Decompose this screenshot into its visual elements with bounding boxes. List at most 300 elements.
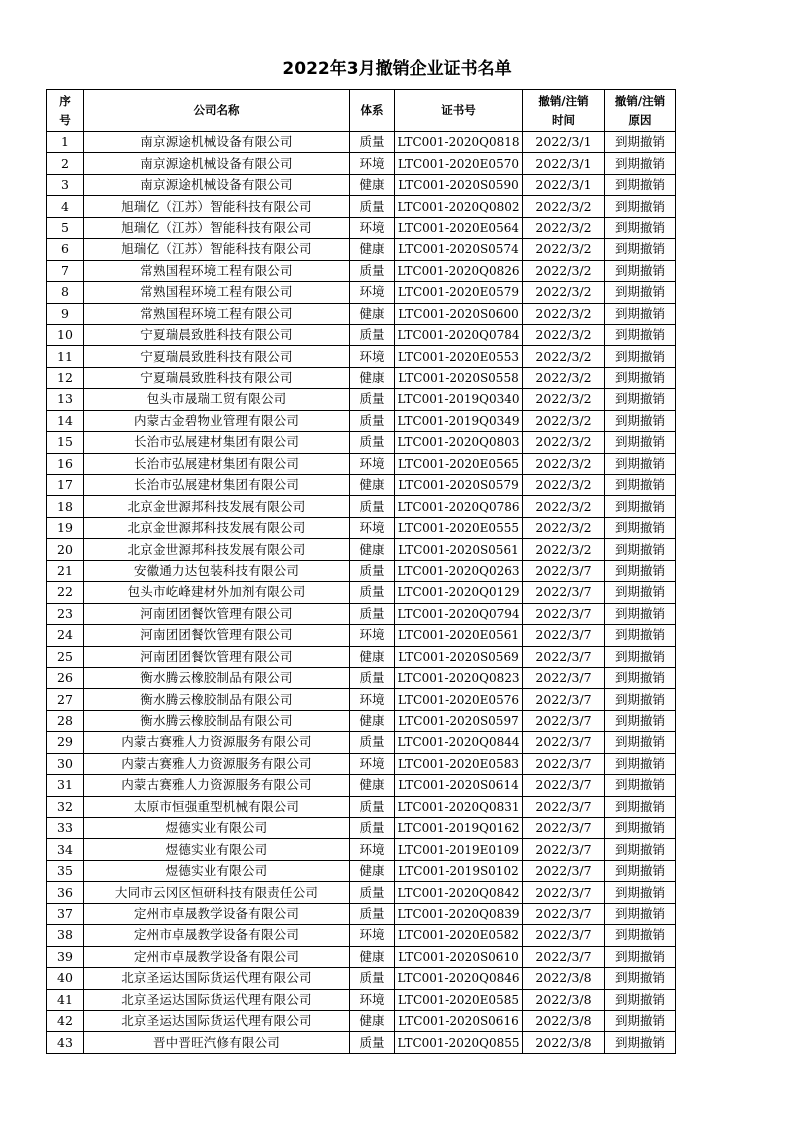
cell-company: 南京源途机械设备有限公司: [84, 153, 350, 174]
table-row: [47, 389, 676, 410]
cell-system: 环境: [350, 282, 395, 303]
cell-seq: 23: [47, 603, 84, 624]
cell-cert: LTC001-2020E0565: [395, 453, 523, 474]
cell-date: 2022/3/7: [523, 646, 605, 667]
cell-cert: LTC001-2020E0555: [395, 517, 523, 538]
cell-system: 质量: [350, 196, 395, 217]
cell-cert: LTC001-2020S0600: [395, 303, 523, 324]
cell-date: 2022/3/2: [523, 324, 605, 345]
table-row: [47, 174, 676, 195]
cell-cert: LTC001-2020E0561: [395, 625, 523, 646]
cell-cert: LTC001-2020Q0831: [395, 796, 523, 817]
cell-date: 2022/3/2: [523, 389, 605, 410]
cell-system: 质量: [350, 582, 395, 603]
cell-company: 北京圣运达国际货运代理有限公司: [84, 1010, 350, 1031]
header-reason-line2: 原因: [628, 112, 652, 127]
header-cert: 证书号: [395, 90, 523, 132]
cell-seq: 30: [47, 753, 84, 774]
header-reason: [605, 90, 676, 132]
cell-company: 定州市卓晟教学设备有限公司: [84, 903, 350, 924]
table-row: [47, 667, 676, 688]
cell-company: 南京源途机械设备有限公司: [84, 174, 350, 195]
cell-company: 宁夏瑞晨致胜科技有限公司: [84, 346, 350, 367]
cell-system: 质量: [350, 324, 395, 345]
cell-cert: LTC001-2020Q0842: [395, 882, 523, 903]
cell-cert: LTC001-2020Q0786: [395, 496, 523, 517]
cell-cert: LTC001-2019Q0340: [395, 389, 523, 410]
cell-seq: 10: [47, 324, 84, 345]
cell-system: 质量: [350, 432, 395, 453]
cell-system: 质量: [350, 496, 395, 517]
cell-system: 质量: [350, 560, 395, 581]
cell-seq: 2: [47, 153, 84, 174]
cell-reason: 到期撤销: [605, 903, 676, 924]
cell-seq: 27: [47, 689, 84, 710]
cell-reason: 到期撤销: [605, 882, 676, 903]
table-row: [47, 217, 676, 238]
cell-seq: 17: [47, 475, 84, 496]
cell-cert: LTC001-2020Q0818: [395, 132, 523, 153]
cell-date: 2022/3/7: [523, 689, 605, 710]
table-row: [47, 989, 676, 1010]
cell-system: 质量: [350, 260, 395, 281]
cell-date: 2022/3/7: [523, 560, 605, 581]
cell-date: 2022/3/7: [523, 710, 605, 731]
cell-system: 环境: [350, 153, 395, 174]
cell-date: 2022/3/1: [523, 174, 605, 195]
cell-seq: 9: [47, 303, 84, 324]
cell-system: 环境: [350, 689, 395, 710]
cell-company: 宁夏瑞晨致胜科技有限公司: [84, 324, 350, 345]
table-row: [47, 453, 676, 474]
revocation-table: [46, 89, 676, 1054]
table-row: [47, 882, 676, 903]
cell-date: 2022/3/8: [523, 968, 605, 989]
cell-reason: 到期撤销: [605, 646, 676, 667]
cell-company: 南京源途机械设备有限公司: [84, 132, 350, 153]
cell-company: 宁夏瑞晨致胜科技有限公司: [84, 367, 350, 388]
cell-cert: LTC001-2020S0574: [395, 239, 523, 260]
table-row: [47, 196, 676, 217]
header-reason-line1: 撤销/注销: [614, 93, 666, 108]
table-row: [47, 517, 676, 538]
cell-seq: 3: [47, 174, 84, 195]
header-seq-line2: 号: [59, 112, 71, 127]
cell-company: 衡水腾云橡胶制品有限公司: [84, 689, 350, 710]
table-row: [47, 560, 676, 581]
table-row: [47, 282, 676, 303]
table-row: [47, 132, 676, 153]
cell-company: 衡水腾云橡胶制品有限公司: [84, 710, 350, 731]
cell-date: 2022/3/2: [523, 410, 605, 431]
cell-date: 2022/3/7: [523, 775, 605, 796]
cell-system: 质量: [350, 818, 395, 839]
cell-reason: 到期撤销: [605, 539, 676, 560]
table-row: [47, 324, 676, 345]
cell-date: 2022/3/7: [523, 732, 605, 753]
table-row: [47, 903, 676, 924]
table-row: [47, 796, 676, 817]
cell-date: 2022/3/2: [523, 239, 605, 260]
cell-system: 健康: [350, 239, 395, 260]
cell-seq: 13: [47, 389, 84, 410]
cell-cert: LTC001-2020S0616: [395, 1010, 523, 1031]
cell-reason: 到期撤销: [605, 410, 676, 431]
table-row: [47, 410, 676, 431]
cell-system: 环境: [350, 517, 395, 538]
cell-cert: LTC001-2020Q0802: [395, 196, 523, 217]
cell-date: 2022/3/2: [523, 539, 605, 560]
cell-company: 定州市卓晟教学设备有限公司: [84, 946, 350, 967]
cell-seq: 4: [47, 196, 84, 217]
cell-company: 太原市恒强重型机械有限公司: [84, 796, 350, 817]
cell-reason: 到期撤销: [605, 925, 676, 946]
cell-reason: 到期撤销: [605, 153, 676, 174]
cell-reason: 到期撤销: [605, 818, 676, 839]
cell-company: 北京金世源邦科技发展有限公司: [84, 539, 350, 560]
cell-reason: 到期撤销: [605, 689, 676, 710]
cell-seq: 42: [47, 1010, 84, 1031]
cell-date: 2022/3/7: [523, 753, 605, 774]
table-row: [47, 818, 676, 839]
cell-seq: 25: [47, 646, 84, 667]
cell-reason: 到期撤销: [605, 324, 676, 345]
cell-system: 环境: [350, 217, 395, 238]
cell-date: 2022/3/2: [523, 346, 605, 367]
cell-cert: LTC001-2020S0569: [395, 646, 523, 667]
cell-company: 常熟国程环境工程有限公司: [84, 303, 350, 324]
cell-seq: 18: [47, 496, 84, 517]
header-system: 体系: [350, 90, 395, 132]
cell-reason: 到期撤销: [605, 753, 676, 774]
cell-date: 2022/3/7: [523, 882, 605, 903]
cell-company: 内蒙古赛雅人力资源服务有限公司: [84, 753, 350, 774]
cell-reason: 到期撤销: [605, 560, 676, 581]
header-time-line1: 撤销/注销: [538, 93, 589, 108]
cell-company: 定州市卓晟教学设备有限公司: [84, 925, 350, 946]
cell-seq: 40: [47, 968, 84, 989]
header-time: [523, 90, 605, 132]
cell-system: 健康: [350, 710, 395, 731]
cell-date: 2022/3/2: [523, 496, 605, 517]
table-row: [47, 968, 676, 989]
cell-cert: LTC001-2020E0570: [395, 153, 523, 174]
cell-date: 2022/3/7: [523, 903, 605, 924]
cell-reason: 到期撤销: [605, 517, 676, 538]
cell-system: 环境: [350, 989, 395, 1010]
cell-date: 2022/3/7: [523, 818, 605, 839]
cell-system: 质量: [350, 603, 395, 624]
cell-system: 质量: [350, 968, 395, 989]
table-row: [47, 582, 676, 603]
table-row: [47, 367, 676, 388]
cell-company: 河南团团餐饮管理有限公司: [84, 625, 350, 646]
cell-cert: LTC001-2019S0102: [395, 860, 523, 881]
cell-seq: 28: [47, 710, 84, 731]
cell-system: 环境: [350, 753, 395, 774]
cell-system: 质量: [350, 1032, 395, 1053]
cell-system: 健康: [350, 646, 395, 667]
cell-cert: LTC001-2020Q0846: [395, 968, 523, 989]
cell-reason: 到期撤销: [605, 1010, 676, 1031]
cell-seq: 6: [47, 239, 84, 260]
cell-date: 2022/3/8: [523, 989, 605, 1010]
cell-reason: 到期撤销: [605, 174, 676, 195]
cell-cert: LTC001-2020S0561: [395, 539, 523, 560]
cell-cert: LTC001-2020Q0803: [395, 432, 523, 453]
cell-company: 旭瑞亿（江苏）智能科技有限公司: [84, 196, 350, 217]
cell-seq: 8: [47, 282, 84, 303]
cell-reason: 到期撤销: [605, 946, 676, 967]
cell-reason: 到期撤销: [605, 775, 676, 796]
cell-date: 2022/3/1: [523, 132, 605, 153]
cell-system: 质量: [350, 667, 395, 688]
cell-cert: LTC001-2020S0597: [395, 710, 523, 731]
cell-company: 北京金世源邦科技发展有限公司: [84, 496, 350, 517]
cell-reason: 到期撤销: [605, 432, 676, 453]
cell-cert: LTC001-2020Q0855: [395, 1032, 523, 1053]
cell-company: 旭瑞亿（江苏）智能科技有限公司: [84, 217, 350, 238]
cell-date: 2022/3/2: [523, 453, 605, 474]
cell-reason: 到期撤销: [605, 196, 676, 217]
cell-system: 质量: [350, 903, 395, 924]
cell-cert: LTC001-2020S0579: [395, 475, 523, 496]
cell-cert: LTC001-2020E0583: [395, 753, 523, 774]
cell-reason: 到期撤销: [605, 839, 676, 860]
cell-seq: 37: [47, 903, 84, 924]
cell-seq: 36: [47, 882, 84, 903]
cell-seq: 22: [47, 582, 84, 603]
cell-system: 质量: [350, 732, 395, 753]
cell-company: 常熟国程环境工程有限公司: [84, 260, 350, 281]
cell-seq: 12: [47, 367, 84, 388]
cell-company: 包头市晟瑞工贸有限公司: [84, 389, 350, 410]
cell-cert: LTC001-2020Q0839: [395, 903, 523, 924]
cell-date: 2022/3/7: [523, 796, 605, 817]
cell-system: 健康: [350, 367, 395, 388]
cell-system: 健康: [350, 860, 395, 881]
table-row: [47, 925, 676, 946]
cell-company: 北京金世源邦科技发展有限公司: [84, 517, 350, 538]
cell-system: 健康: [350, 1010, 395, 1031]
cell-company: 包头市屹峰建材外加剂有限公司: [84, 582, 350, 603]
cell-cert: LTC001-2020S0590: [395, 174, 523, 195]
cell-cert: LTC001-2020Q0129: [395, 582, 523, 603]
cell-company: 长治市弘展建材集团有限公司: [84, 453, 350, 474]
cell-seq: 43: [47, 1032, 84, 1053]
cell-reason: 到期撤销: [605, 132, 676, 153]
cell-seq: 1: [47, 132, 84, 153]
cell-reason: 到期撤销: [605, 282, 676, 303]
cell-cert: LTC001-2020E0553: [395, 346, 523, 367]
cell-system: 健康: [350, 475, 395, 496]
cell-reason: 到期撤销: [605, 496, 676, 517]
cell-date: 2022/3/7: [523, 603, 605, 624]
cell-date: 2022/3/7: [523, 667, 605, 688]
cell-date: 2022/3/2: [523, 432, 605, 453]
cell-reason: 到期撤销: [605, 475, 676, 496]
cell-seq: 32: [47, 796, 84, 817]
cell-system: 环境: [350, 453, 395, 474]
cell-cert: LTC001-2019Q0349: [395, 410, 523, 431]
cell-reason: 到期撤销: [605, 260, 676, 281]
cell-system: 质量: [350, 882, 395, 903]
cell-reason: 到期撤销: [605, 389, 676, 410]
cell-seq: 16: [47, 453, 84, 474]
cell-seq: 33: [47, 818, 84, 839]
cell-date: 2022/3/7: [523, 860, 605, 881]
cell-company: 内蒙古金碧物业管理有限公司: [84, 410, 350, 431]
cell-cert: LTC001-2020Q0826: [395, 260, 523, 281]
cell-seq: 24: [47, 625, 84, 646]
cell-company: 北京圣运达国际货运代理有限公司: [84, 989, 350, 1010]
cell-cert: LTC001-2020S0558: [395, 367, 523, 388]
cell-seq: 5: [47, 217, 84, 238]
cell-date: 2022/3/2: [523, 303, 605, 324]
cell-cert: LTC001-2020E0579: [395, 282, 523, 303]
cell-seq: 39: [47, 946, 84, 967]
cell-company: 煜德实业有限公司: [84, 818, 350, 839]
cell-reason: 到期撤销: [605, 239, 676, 260]
cell-company: 安徽通力达包装科技有限公司: [84, 560, 350, 581]
cell-date: 2022/3/7: [523, 625, 605, 646]
header-company: 公司名称: [84, 90, 350, 132]
table-row: [47, 496, 676, 517]
cell-reason: 到期撤销: [605, 860, 676, 881]
cell-seq: 35: [47, 860, 84, 881]
cell-company: 长治市弘展建材集团有限公司: [84, 475, 350, 496]
cell-cert: LTC001-2020S0614: [395, 775, 523, 796]
cell-date: 2022/3/2: [523, 475, 605, 496]
cell-cert: LTC001-2020E0582: [395, 925, 523, 946]
cell-date: 2022/3/7: [523, 925, 605, 946]
cell-seq: 34: [47, 839, 84, 860]
cell-company: 衡水腾云橡胶制品有限公司: [84, 667, 350, 688]
cell-cert: LTC001-2019E0109: [395, 839, 523, 860]
cell-cert: LTC001-2020Q0794: [395, 603, 523, 624]
table-row: [47, 753, 676, 774]
cell-system: 环境: [350, 346, 395, 367]
header-seq: [47, 90, 84, 132]
table-row: [47, 260, 676, 281]
cell-company: 煜德实业有限公司: [84, 839, 350, 860]
cell-reason: 到期撤销: [605, 968, 676, 989]
cell-reason: 到期撤销: [605, 367, 676, 388]
table-row: [47, 860, 676, 881]
cell-seq: 19: [47, 517, 84, 538]
cell-system: 质量: [350, 132, 395, 153]
cell-reason: 到期撤销: [605, 453, 676, 474]
cell-date: 2022/3/2: [523, 282, 605, 303]
cell-system: 质量: [350, 796, 395, 817]
table-row: [47, 239, 676, 260]
cell-reason: 到期撤销: [605, 667, 676, 688]
cell-reason: 到期撤销: [605, 625, 676, 646]
cell-date: 2022/3/2: [523, 367, 605, 388]
cell-company: 河南团团餐饮管理有限公司: [84, 646, 350, 667]
cell-reason: 到期撤销: [605, 603, 676, 624]
cell-seq: 31: [47, 775, 84, 796]
cell-seq: 41: [47, 989, 84, 1010]
table-row: [47, 625, 676, 646]
cell-company: 河南团团餐饮管理有限公司: [84, 603, 350, 624]
cell-system: 环境: [350, 925, 395, 946]
cell-system: 健康: [350, 946, 395, 967]
cell-date: 2022/3/8: [523, 1032, 605, 1053]
cell-date: 2022/3/8: [523, 1010, 605, 1031]
cell-company: 旭瑞亿（江苏）智能科技有限公司: [84, 239, 350, 260]
table-row: [47, 646, 676, 667]
cell-reason: 到期撤销: [605, 1032, 676, 1053]
cell-company: 内蒙古赛雅人力资源服务有限公司: [84, 775, 350, 796]
cell-reason: 到期撤销: [605, 217, 676, 238]
cell-date: 2022/3/7: [523, 582, 605, 603]
table-row: [47, 1032, 676, 1053]
cell-cert: LTC001-2020Q0823: [395, 667, 523, 688]
cell-date: 2022/3/2: [523, 217, 605, 238]
table-body: [47, 132, 676, 1054]
cell-system: 健康: [350, 174, 395, 195]
cell-seq: 38: [47, 925, 84, 946]
cell-company: 内蒙古赛雅人力资源服务有限公司: [84, 732, 350, 753]
cell-system: 环境: [350, 625, 395, 646]
cell-cert: LTC001-2020Q0784: [395, 324, 523, 345]
cell-date: 2022/3/2: [523, 196, 605, 217]
table-row: [47, 839, 676, 860]
cell-seq: 11: [47, 346, 84, 367]
cell-cert: LTC001-2020Q0844: [395, 732, 523, 753]
page-title: 2022年3月撤销企业证书名单: [282, 59, 512, 79]
cell-cert: LTC001-2020Q0263: [395, 560, 523, 581]
cell-date: 2022/3/7: [523, 946, 605, 967]
cell-seq: 15: [47, 432, 84, 453]
cell-system: 质量: [350, 410, 395, 431]
cell-reason: 到期撤销: [605, 732, 676, 753]
cell-company: 煜德实业有限公司: [84, 860, 350, 881]
cell-seq: 29: [47, 732, 84, 753]
cell-seq: 26: [47, 667, 84, 688]
cell-seq: 20: [47, 539, 84, 560]
cell-date: 2022/3/1: [523, 153, 605, 174]
table-row: [47, 775, 676, 796]
table-row: [47, 946, 676, 967]
cell-seq: 7: [47, 260, 84, 281]
cell-cert: LTC001-2020E0564: [395, 217, 523, 238]
table-header-row: [47, 90, 676, 132]
table-row: [47, 710, 676, 731]
cell-company: 常熟国程环境工程有限公司: [84, 282, 350, 303]
cell-reason: 到期撤销: [605, 989, 676, 1010]
header-seq-line1: 序: [59, 93, 71, 108]
table-row: [47, 475, 676, 496]
cell-seq: 21: [47, 560, 84, 581]
cell-date: 2022/3/2: [523, 517, 605, 538]
table-row: [47, 153, 676, 174]
cell-company: 北京圣运达国际货运代理有限公司: [84, 968, 350, 989]
cell-system: 健康: [350, 775, 395, 796]
cell-cert: LTC001-2019Q0162: [395, 818, 523, 839]
table-row: [47, 1010, 676, 1031]
table-row: [47, 603, 676, 624]
cell-reason: 到期撤销: [605, 303, 676, 324]
table-row: [47, 303, 676, 324]
cell-cert: LTC001-2020S0610: [395, 946, 523, 967]
header-time-line2: 时间: [552, 112, 575, 127]
table-row: [47, 689, 676, 710]
cell-cert: LTC001-2020E0576: [395, 689, 523, 710]
cell-seq: 14: [47, 410, 84, 431]
cell-reason: 到期撤销: [605, 710, 676, 731]
